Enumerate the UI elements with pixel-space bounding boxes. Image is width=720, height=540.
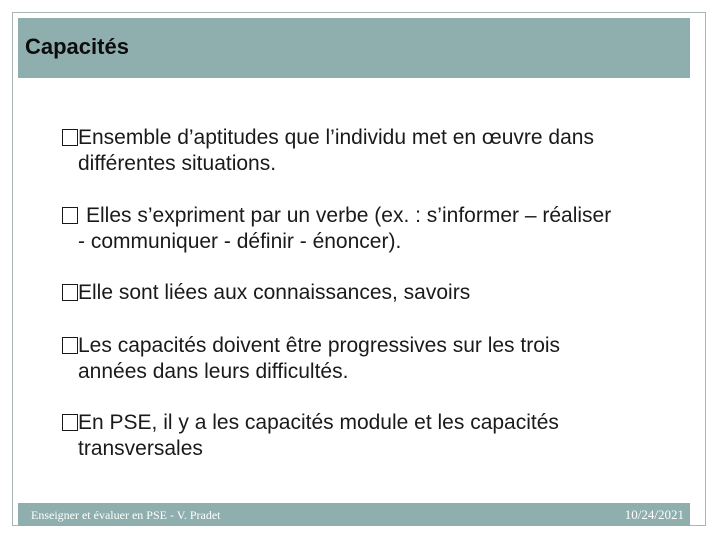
- square-bullet-icon: [62, 129, 78, 146]
- footer-date: 10/24/2021: [624, 507, 684, 522]
- bullet-text: Ensemble d’aptitudes que l’individu met en œuvre dans: [78, 126, 594, 149]
- square-bullet-icon: [62, 337, 78, 354]
- square-bullet-icon: [62, 284, 78, 301]
- bullet-item: [62, 125, 594, 177]
- bullet-text-continued: - communiquer - définir - énoncer).: [78, 230, 402, 253]
- bullet-text-continued: différentes situations.: [78, 152, 277, 175]
- bullet-item: [62, 333, 560, 385]
- bullet-text-continued: transversales: [78, 437, 203, 460]
- bullet-text: Elle sont liées aux connaissances, savoirs: [78, 281, 471, 304]
- footer-bar: [18, 503, 690, 526]
- bullet-text: En PSE, il y a les capacités module et les capacités: [78, 411, 559, 434]
- footer-author: Enseigner et évaluer en PSE - V. Pradet: [31, 508, 221, 522]
- title-bar: [18, 18, 690, 78]
- bullet-item: [62, 280, 470, 306]
- bullet-item: [62, 203, 611, 255]
- square-bullet-icon: [62, 414, 78, 431]
- slide-title: Capacités: [25, 34, 129, 59]
- square-bullet-icon: [62, 207, 78, 224]
- bullet-text-continued: années dans leurs difficultés.: [78, 360, 349, 383]
- bullet-text: Elles s’expriment par un verbe (ex. : s’informer – réaliser: [86, 204, 612, 227]
- bullet-text: Les capacités doivent être progressives sur les trois: [78, 334, 561, 357]
- bullet-item: [62, 410, 559, 462]
